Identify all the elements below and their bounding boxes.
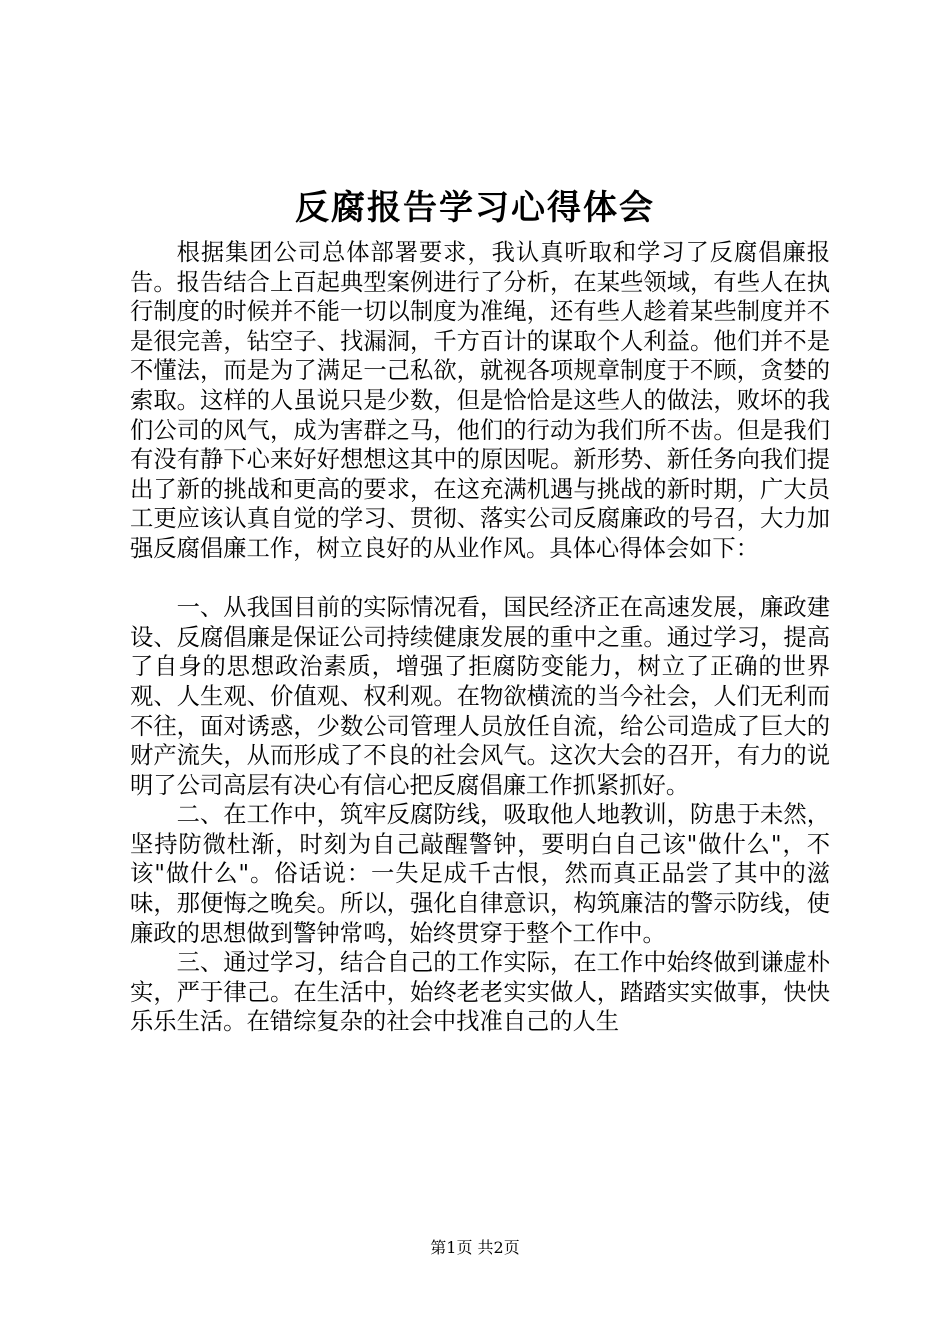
paragraph-point-one: 一、从我国目前的实际情况看，国民经济正在高速发展，廉政建设、反腐倡廉是保证公司持续健康发展的重中之重。通过学习，提高了自身的思想政治素质，增强了拒腐防变能力，树立了正确的世界观、人生观、价值观、权利观。在物欲横流的当今社会，人们无利而不往，面对诱惑，少数公司管理人员放任自流，给公司造成了巨大的财产流失，从而形成了不良的社会风气。这次大会的召开，有力的说明了公司高层有决心有信心把反腐倡廉工作抓紧抓好。 — [130, 594, 830, 799]
page-footer: 第1页 共2页 — [430, 1238, 520, 1257]
paragraph-point-two: 二、在工作中，筑牢反腐防线，吸取他人地教训，防患于未然，坚持防微杜渐，时刻为自己敲醒警钟，要明白自己该"做什么"，不该"做什么"。俗话说：一失足成千古恨，然而真正品尝了其中的滋味，那便悔之晚矣。所以，强化自律意识，构筑廉洁的警示防线，使廉政的思想做到警钟常鸣，始终贯穿于整个工作中。 — [130, 801, 830, 947]
document-title: 反腐报告学习心得体会 — [295, 188, 655, 228]
paragraph-intro: 根据集团公司总体部署要求，我认真听取和学习了反腐倡廉报告。报告结合上百起典型案例进行了分析，在某些领域，有些人在执行制度的时候并不能一切以制度为准绳，还有些人趁着某些制度并不是很完善，钻空子、找漏洞，千方百计的谋取个人利益。他们并不是不懂法，而是为了满足一己私欲，就视各项规章制度于不顾，贪婪的索取。这样的人虽说只是少数，但是恰恰是这些人的做法，败坏的我们公司的风气，成为害群之马，他们的行动为我们所不齿。但是我们有没有静下心来好好想想这其中的原因呢。新形势、新任务向我们提出了新的挑战和更高的要求，在这充满机遇与挑战的新时期，广大员工更应该认真自觉的学习、贯彻、落实公司反腐廉政的号召，大力加强反腐倡廉工作，树立良好的从业作风。具体心得体会如下： — [130, 239, 830, 562]
paragraph-gap — [130, 564, 830, 594]
document-body — [130, 238, 830, 1037]
paragraph-point-three: 三、通过学习，结合自己的工作实际，在工作中始终做到谦虚朴实，严于律己。在生活中，始终老老实实做人，踏踏实实做事，快快乐乐生活。在错综复杂的社会中找准自己的人生 — [130, 949, 830, 1036]
